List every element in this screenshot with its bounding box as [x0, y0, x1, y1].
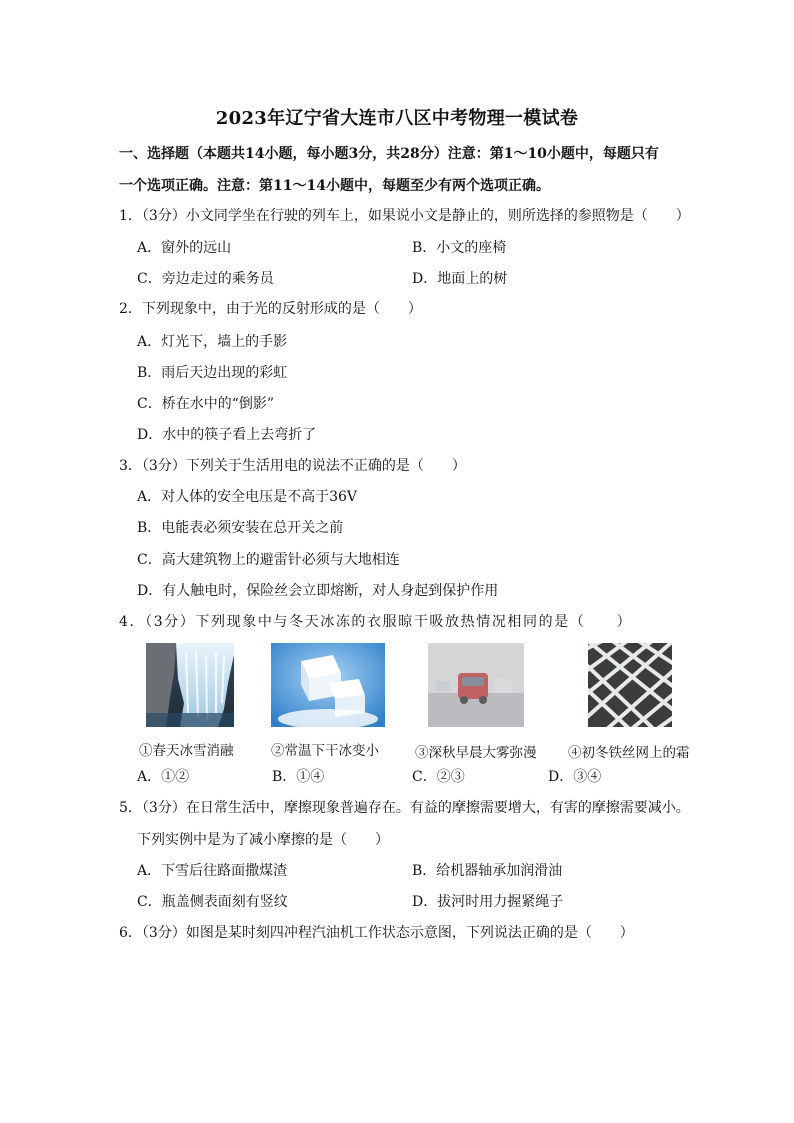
q4-caption-2: ②常温下干冰变小: [271, 743, 379, 759]
q3-option-d: D．有人触电时，保险丝会立即熔断，对人身起到保护作用: [137, 583, 499, 599]
q3-option-c: C．高大建筑物上的避雷针必须与大地相连: [137, 552, 400, 568]
q2-stem: 2．下列现象中，由于光的反射形成的是（ ）: [119, 301, 422, 317]
q4-option-b: B．①④: [272, 769, 325, 785]
q5-option-d: D．拔河时用力握紧绳子: [412, 894, 564, 910]
q5-stem-line1: 5．（3分）在日常生活中，摩擦现象普遍存在。有益的摩擦需要增大，有害的摩擦需要减小。: [119, 800, 690, 816]
q1-option-b: B．小文的座椅: [412, 240, 507, 256]
q5-option-c: C．瓶盖侧表面刻有竖纹: [137, 894, 288, 910]
page-title: 2023年辽宁省大连市八区中考物理一模试卷: [215, 108, 579, 129]
q4-option-a: A．①②: [137, 769, 190, 785]
q4-option-c: C．②③: [412, 769, 465, 785]
q4-option-d: D．③④: [548, 769, 602, 785]
q3-stem: 3．（3分）下列关于生活用电的说法不正确的是（ ）: [119, 458, 466, 474]
q1-option-c: C．旁边走过的乘务员: [137, 271, 274, 287]
section-instructions-line2: 一个选项正确。注意：第11～14小题中，每题至少有两个选项正确。: [119, 178, 550, 194]
q2-option-b: B．雨后天边出现的彩虹: [137, 365, 288, 381]
q4-caption-1: ①春天冰雪消融: [139, 743, 234, 759]
q4-caption-3: ③深秋早晨大雾弥漫: [415, 745, 537, 761]
q4-stem: 4．（3分）下列现象中与冬天冰冻的衣服晾干吸放热情况相同的是（ ）: [119, 614, 633, 630]
fog-image: [428, 643, 524, 727]
section-instructions-line1: 一、选择题（本题共14小题，每小题3分，共28分）注意：第1～10小题中，每题只有: [119, 146, 659, 162]
q5-option-b: B．给机器轴承加润滑油: [412, 863, 563, 879]
q2-option-d: D．水中的筷子看上去弯折了: [137, 427, 317, 443]
q6-stem: 6．（3分）如图是某时刻四冲程汽油机工作状态示意图，下列说法正确的是（ ）: [119, 925, 634, 941]
q1-option-d: D．地面上的树: [412, 271, 508, 287]
q1-option-a: A．窗外的远山: [137, 240, 232, 256]
q5-stem-line2: 下列实例中是为了减小摩擦的是（ ）: [137, 832, 389, 848]
q3-option-b: B．电能表必须安装在总开关之前: [137, 520, 344, 536]
q2-option-a: A．灯光下，墙上的手影: [137, 334, 288, 350]
q4-caption-4: ④初冬铁丝网上的霜: [568, 745, 690, 761]
dry-ice-image: [271, 643, 385, 727]
q1-stem: 1．（3分）小文同学坐在行驶的列车上，如果说小文是静止的，则所选择的参照物是（ ）: [119, 208, 690, 224]
q3-option-a: A．对人体的安全电压是不高于36V: [137, 489, 358, 505]
melting-ice-image: [146, 643, 234, 727]
q2-option-c: C．桥在水中的“倒影”: [137, 396, 275, 412]
frost-mesh-image: [588, 643, 672, 727]
q5-option-a: A．下雪后往路面撒煤渣: [137, 863, 288, 879]
